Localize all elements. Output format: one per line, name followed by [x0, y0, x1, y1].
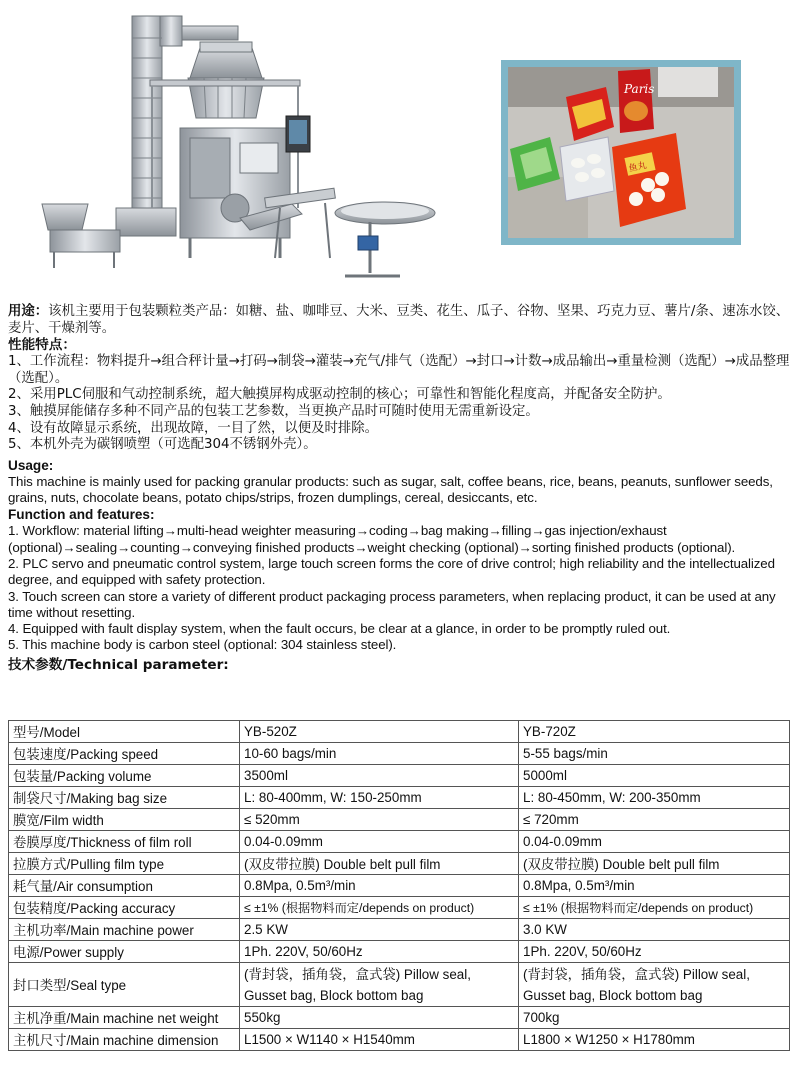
- param-value-720z: L: 80-450mm, W: 200-350mm: [519, 787, 790, 809]
- param-value-520z: (背封袋，插角袋，盒式袋) Pillow seal, Gusset bag, Block bottom bag: [240, 963, 519, 1007]
- param-value-520z: L1500 × W1140 × H1540mm: [240, 1029, 519, 1051]
- param-value-520z: 1Ph. 220V, 50/60Hz: [240, 941, 519, 963]
- param-value-720z: L1800 × W1250 × H1780mm: [519, 1029, 790, 1051]
- param-value-520z: 0.8Mpa, 0.5m³/min: [240, 875, 519, 897]
- param-label: 制袋尺寸/Making bag size: [9, 787, 240, 809]
- features-en-item-2: 2. PLC servo and pneumatic control system, large touch screen forms the core of drive control; high reliability and the intellectualized degree, and equipped with safety protection.: [8, 555, 775, 588]
- features-en-heading: Function and features:: [8, 507, 155, 523]
- product-samples-photo: [508, 67, 734, 238]
- packing-machine-image: [40, 8, 440, 293]
- table-row: [9, 853, 790, 875]
- param-value-720z: 1Ph. 220V, 50/60Hz: [519, 941, 790, 963]
- param-label: 主机净重/Main machine net weight: [9, 1007, 240, 1029]
- table-row: [9, 1007, 790, 1029]
- param-value-720z: 0.04-0.09mm: [519, 831, 790, 853]
- table-row: [9, 831, 790, 853]
- fishball-bag-label: 鱼丸: [627, 160, 648, 175]
- usage-en-heading: Usage:: [8, 457, 54, 473]
- param-label: 封口类型/Seal type: [9, 963, 240, 1007]
- param-value-520z: ≤ ±1% (根据物料而定/depends on product): [240, 897, 519, 919]
- param-value-720z: 5000ml: [519, 765, 790, 787]
- vffs-body: [180, 116, 310, 258]
- param-label: 电源/Power supply: [9, 941, 240, 963]
- features-cn-item-4: 4、设有故障显示系统，出现故障，一目了然，以便及时排除。: [8, 420, 379, 436]
- param-value-520z: 0.04-0.09mm: [240, 831, 519, 853]
- features-en-item-5: 5. This machine body is carbon steel (optional: 304 stainless steel).: [8, 637, 397, 653]
- param-value-720z: ≤ ±1% (根据物料而定/depends on product): [519, 897, 790, 919]
- table-row: [9, 721, 790, 743]
- param-label: 卷膜厚度/Thickness of film roll: [9, 831, 240, 853]
- param-label: 拉膜方式/Pulling film type: [9, 853, 240, 875]
- product-photo-frame: [501, 60, 741, 245]
- features-cn-item-1: 1、工作流程：物料提升→组合秤计量→打码→制袋→灌装→充气/排气（选配）→封口→计数→成品输出→重量检测（选配）→成品整理（选配）。: [8, 354, 790, 386]
- table-row: [9, 897, 790, 919]
- usage-cn-text: 该机主要用于包装颗粒类产品：如糖、盐、咖啡豆、大米、豆类、花生、瓜子、谷物、坚果、巧克力豆、薯片/条、速冻水饺、麦片、干燥剂等。: [8, 304, 790, 336]
- tech-heading: 技术参数/Technical parameter:: [8, 656, 229, 673]
- param-value-720z: ≤ 720mm: [519, 809, 790, 831]
- param-label: 型号/Model: [9, 721, 240, 743]
- param-label: 包装速度/Packing speed: [9, 743, 240, 765]
- table-row: [9, 941, 790, 963]
- param-label: 包装量/Packing volume: [9, 765, 240, 787]
- paris-bag-label: Paris: [624, 82, 655, 96]
- rotary-table: [335, 202, 435, 276]
- param-value-720z: 5-55 bags/min: [519, 743, 790, 765]
- table-row: [9, 743, 790, 765]
- param-label: 耗气量/Air consumption: [9, 875, 240, 897]
- table-row: [9, 809, 790, 831]
- technical-parameter-table: [8, 720, 790, 1051]
- features-cn-item-5: 5、本机外壳为碳钢喷塑（可选配304不锈钢外壳）。: [8, 437, 317, 453]
- description-block: [8, 300, 792, 674]
- table-row: [9, 875, 790, 897]
- clear-dumpling-bag: [560, 137, 614, 201]
- param-label: 包装精度/Packing accuracy: [9, 897, 240, 919]
- features-cn-heading: 性能特点：: [8, 337, 76, 354]
- features-en-item-3: 3. Touch screen can store a variety of different product packaging process parameters, when replacing product, it can be used at any time without resetting.: [8, 588, 776, 620]
- param-value-520z: L: 80-400mm, W: 150-250mm: [240, 787, 519, 809]
- usage-en-text: This machine is mainly used for packing granular products: such as sugar, salt, coffee beans, rice, beans, peanuts, sunflower seeds, grains, nuts, chocolate beans, potato chips/strips, frozen dumplings, cereal, desiccants, etc.: [8, 473, 773, 506]
- param-value-520z: 10-60 bags/min: [240, 743, 519, 765]
- param-value-720z: (双皮带拉膜) Double belt pull film: [519, 853, 790, 875]
- param-value-720z: 700kg: [519, 1007, 790, 1029]
- param-value-520z: 3500ml: [240, 765, 519, 787]
- param-value-720z: YB-720Z: [519, 721, 790, 743]
- param-value-520z: YB-520Z: [240, 721, 519, 743]
- feed-hopper: [42, 204, 120, 268]
- features-en-item-1: 1. Workflow: material lifting→multi-head weighter measuring→coding→bag making→filling→gas injection/exhaust (optional)→sealing→counting→conveying finished products→weight checking (optional)→sorting finished products (optional).: [8, 523, 736, 555]
- table-row: [9, 765, 790, 787]
- paris-bag: [618, 69, 654, 133]
- features-en-item-4: 4. Equipped with fault display system, when the fault occurs, be clear at a glance, in order to be promptly ruled out.: [8, 621, 671, 637]
- param-value-520z: (双皮带拉膜) Double belt pull film: [240, 853, 519, 875]
- table-row: [9, 1029, 790, 1051]
- param-value-520z: 550kg: [240, 1007, 519, 1029]
- param-value-720z: (背封袋，插角袋，盒式袋) Pillow seal, Gusset bag, Block bottom bag: [519, 963, 790, 1007]
- param-value-720z: 3.0 KW: [519, 919, 790, 941]
- features-cn-item-2: 2、采用PLC伺服和气动控制系统，超大触摸屏构成驱动控制的核心；可靠性和智能化程度高，并配备安全防护。: [8, 387, 671, 403]
- param-label: 主机尺寸/Main machine dimension: [9, 1029, 240, 1051]
- usage-cn-paragraph: [8, 304, 792, 337]
- param-value-520z: ≤ 520mm: [240, 809, 519, 831]
- param-label: 膜宽/Film width: [9, 809, 240, 831]
- table-row: [9, 963, 790, 1007]
- table-row: [9, 787, 790, 809]
- param-value-520z: 2.5 KW: [240, 919, 519, 941]
- features-cn-item-3: 3、触摸屏能储存多种不同产品的包装工艺参数，当更换产品时可随时使用无需重新设定。: [8, 403, 539, 419]
- param-value-720z: 0.8Mpa, 0.5m³/min: [519, 875, 790, 897]
- table-row: [9, 919, 790, 941]
- usage-cn-label: 用途：: [8, 304, 49, 319]
- param-label: 主机功率/Main machine power: [9, 919, 240, 941]
